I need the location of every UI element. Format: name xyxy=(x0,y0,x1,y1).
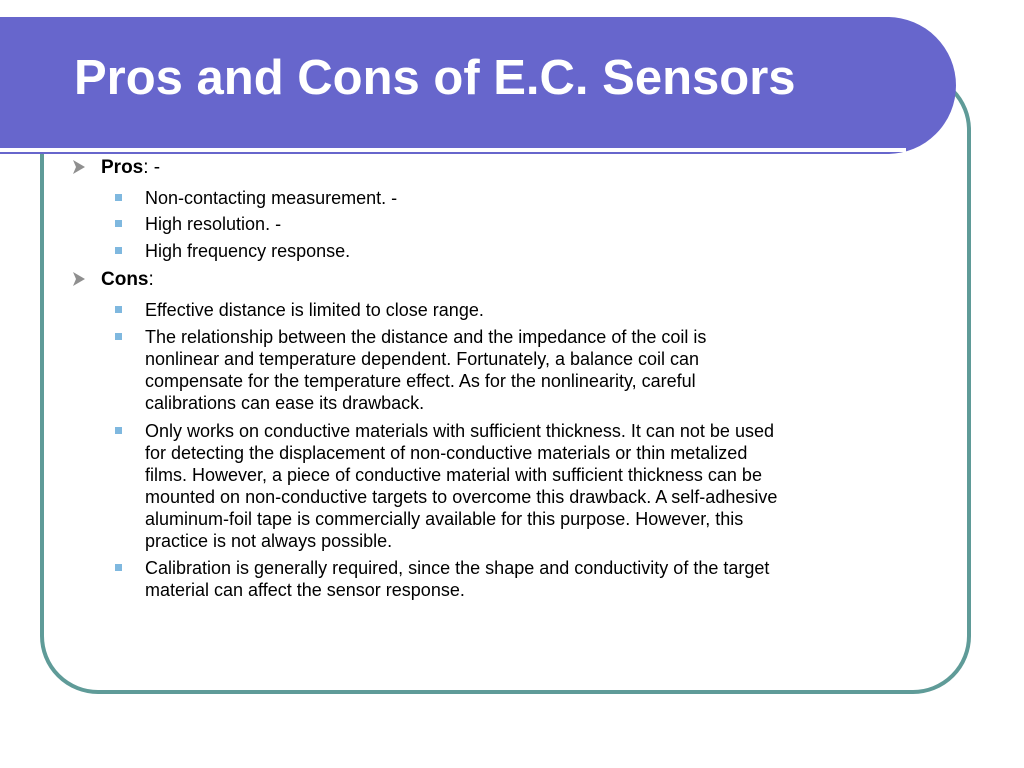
arrowhead-bullet-icon xyxy=(72,270,86,288)
pros-item-text: High resolution. - xyxy=(145,214,282,234)
cons-item-line: for detecting the displacement of non-conductive materials or thin metalized xyxy=(145,443,748,463)
square-bullet-icon xyxy=(115,247,122,254)
cons-suffix: : xyxy=(148,269,154,290)
cons-item-line: films. However, a piece of conductive material with sufficient thickness can be xyxy=(145,465,762,485)
cons-item-line: practice is not always possible. xyxy=(145,531,393,551)
square-bullet-icon xyxy=(115,427,122,434)
cons-item-line: mounted on non-conductive targets to overcome this drawback. A self-adhesive xyxy=(145,487,778,507)
square-bullet-icon xyxy=(115,194,122,201)
cons-item-line: Effective distance is limited to close range. xyxy=(145,300,484,320)
pros-label: Pros xyxy=(101,157,144,178)
square-bullet-icon xyxy=(115,220,122,227)
cons-item-line: aluminum-foil tape is commercially available for this purpose. However, this xyxy=(145,509,744,529)
square-bullet-icon xyxy=(115,564,122,571)
square-bullet-icon xyxy=(115,333,122,340)
cons-item-line: Calibration is generally required, since the shape and conductivity of the target xyxy=(145,558,770,578)
pros-suffix: : - xyxy=(143,157,161,178)
cons-item-line: Only works on conductive materials with sufficient thickness. It can not be used xyxy=(145,421,774,441)
cons-item-line: nonlinear and temperature dependent. Fortunately, a balance coil can xyxy=(145,349,700,369)
cons-label: Cons xyxy=(101,269,149,290)
square-bullet-icon xyxy=(115,306,122,313)
pros-item-text: Non-contacting measurement. - xyxy=(145,188,398,208)
cons-item-line: material can affect the sensor response. xyxy=(145,580,465,600)
slide-title: Pros and Cons of E.C. Sensors xyxy=(74,51,796,105)
cons-item-line: compensate for the temperature effect. As for the nonlinearity, careful xyxy=(145,371,696,391)
pros-item-text: High frequency response. xyxy=(145,241,351,261)
cons-item-line: calibrations can ease its drawback. xyxy=(145,393,425,413)
cons-item-line: The relationship between the distance and the impedance of the coil is xyxy=(145,327,707,347)
arrowhead-bullet-icon xyxy=(72,158,86,176)
